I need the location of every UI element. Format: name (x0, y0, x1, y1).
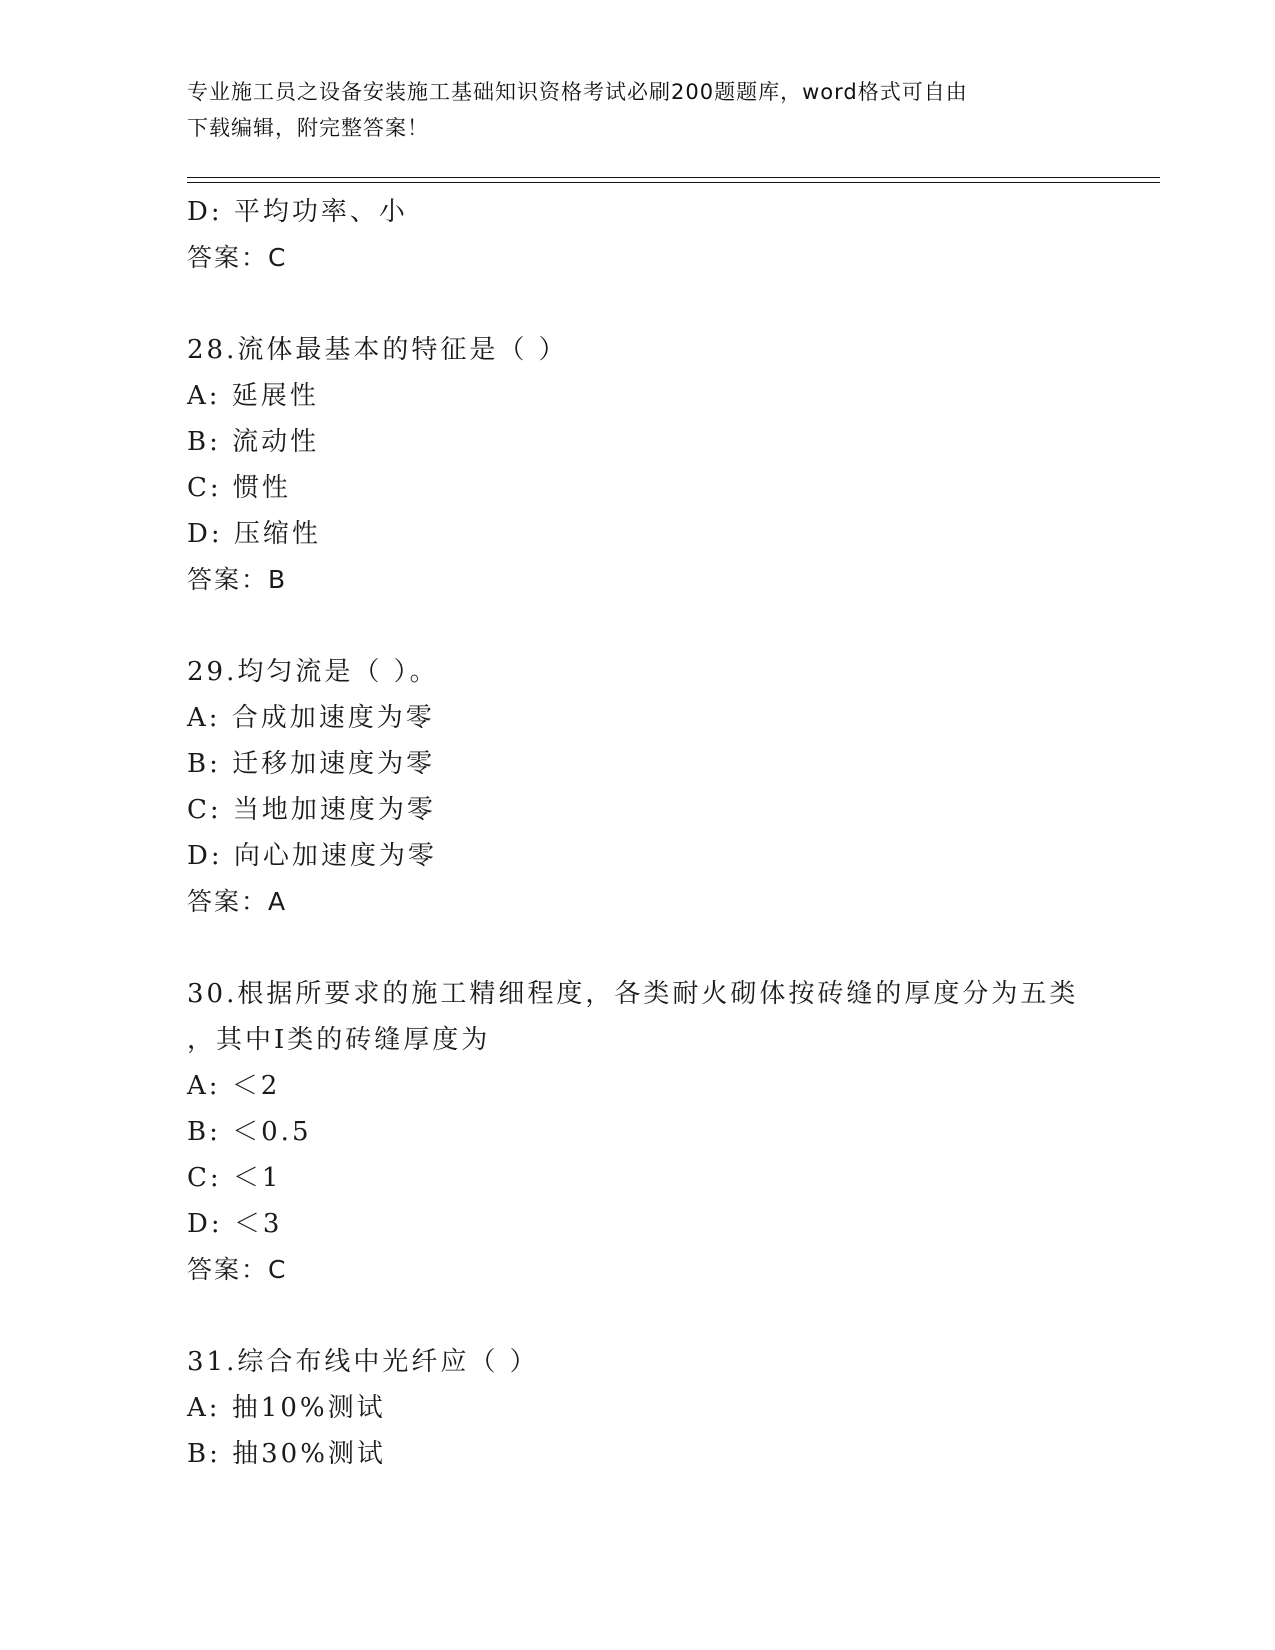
spacer (187, 603, 1087, 649)
spacer (187, 281, 1087, 327)
option-b: B: 抽30%测试 (187, 1439, 386, 1469)
option-b: B: 迁移加速度为零 (187, 749, 436, 779)
spacer (187, 925, 1087, 971)
option-a: A: 抽10%测试 (187, 1393, 386, 1423)
answer: 答案：C (187, 1255, 288, 1284)
option-b: B: ＜0.5 (187, 1117, 312, 1147)
question-30 (187, 971, 1087, 1293)
option-c: C: 当地加速度为零 (187, 795, 436, 825)
question-list (187, 189, 1087, 1477)
header-line-1: 专业施工员之设备安装施工基础知识资格考试必刷200题题库，word格式可自由 (187, 80, 968, 104)
document-header (187, 74, 1067, 146)
option-a: A: 延展性 (187, 381, 319, 411)
header-divider-bottom (187, 182, 1160, 183)
question-stem: 28.流体最基本的特征是（ ） (187, 335, 568, 365)
header-divider-top (187, 177, 1160, 178)
spacer (187, 1293, 1087, 1339)
question-stem: 31.综合布线中光纤应（ ） (187, 1347, 539, 1377)
question-28 (187, 327, 1087, 603)
question-29 (187, 649, 1087, 925)
answer: 答案：B (187, 565, 288, 594)
option-a: A: 合成加速度为零 (187, 703, 435, 733)
question-stem-line-1: 30.根据所要求的施工精细程度，各类耐火砌体按砖缝的厚度分为五类 (187, 979, 1079, 1009)
option-d: D: ＜3 (187, 1209, 283, 1239)
question-stem-line-2: ，其中I类的砖缝厚度为 (187, 1025, 491, 1055)
header-line-2: 下载编辑，附完整答案！ (187, 116, 429, 140)
option-c: C: ＜1 (187, 1163, 282, 1193)
question-31 (187, 1339, 1087, 1477)
answer: 答案：C (187, 243, 288, 272)
option-d: D: 平均功率、小 (187, 197, 408, 227)
option-b: B: 流动性 (187, 427, 320, 457)
option-d: D: 压缩性 (187, 519, 321, 549)
option-d: D: 向心加速度为零 (187, 841, 437, 871)
question-stem: 29.均匀流是（ ）。 (187, 657, 439, 687)
option-a: A: ＜2 (187, 1071, 281, 1101)
answer: 答案：A (187, 887, 288, 916)
option-c: C: 惯性 (187, 473, 291, 503)
